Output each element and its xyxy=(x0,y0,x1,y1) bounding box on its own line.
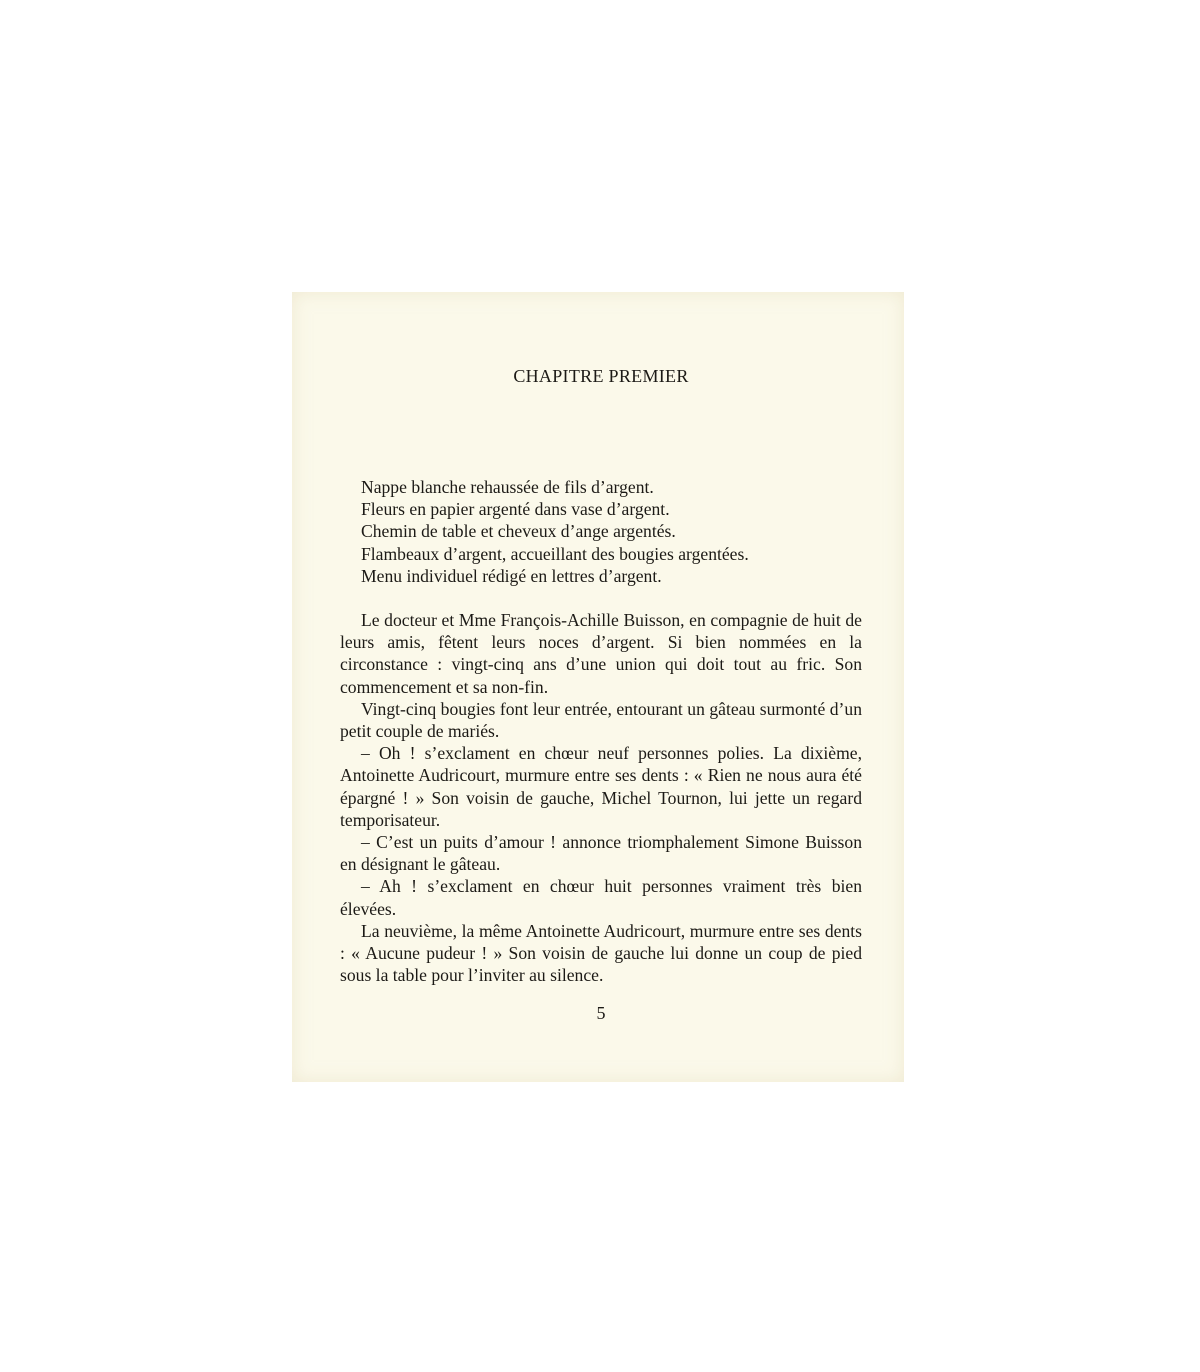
dialogue-paragraph: – Ah ! s’exclament en chœur huit personnes vraiment très bien élevées. xyxy=(340,876,862,919)
setting-line: Menu individuel rédigé en lettres d’argent. xyxy=(361,565,662,586)
paragraph: La neuvième, la même Antoinette Audricourt, murmure entre ses dents : « Aucune pudeur ! » Son voisin de gauche lui donne un coup de pied sous la table pour l’inviter au silence. xyxy=(340,920,862,986)
chapter-title: CHAPITRE PREMIER xyxy=(513,366,689,386)
paragraph: Vingt-cinq bougies font leur entrée, entourant un gâteau surmonté d’un petit couple de mariés. xyxy=(340,698,862,742)
setting-line: Flambeaux d’argent, accueillant des bougies argentées. xyxy=(361,543,749,564)
dialogue-paragraph: – C’est un puits d’amour ! annonce triomphalement Simone Buisson en désignant le gâteau. xyxy=(340,832,862,875)
chapter-body xyxy=(340,609,862,986)
setting-line: Chemin de table et cheveux d’ange argentés. xyxy=(361,521,676,542)
page-number: 5 xyxy=(596,1003,606,1023)
dialogue-paragraph: – Oh ! s’exclament en chœur neuf personnes polies. La dixième, Antoinette Audricourt, murmure entre ses dents : « Rien ne nous aura été épargné ! » Son voisin de gauche, Michel Tournon, lui jette un regard temporisateur. xyxy=(340,743,862,830)
setting-line: Nappe blanche rehaussée de fils d’argent. xyxy=(361,477,654,497)
setting-line: Fleurs en papier argenté dans vase d’argent. xyxy=(361,499,670,520)
paragraph: Le docteur et Mme François-Achille Buisson, en compagnie de huit de leurs amis, fêtent leurs noces d’argent. Si bien nommées en la circonstance : vingt-cinq ans d’une union qui doit tout au fric. Son commencement et sa non-fin. xyxy=(340,610,862,697)
table-setting-list xyxy=(340,476,862,587)
